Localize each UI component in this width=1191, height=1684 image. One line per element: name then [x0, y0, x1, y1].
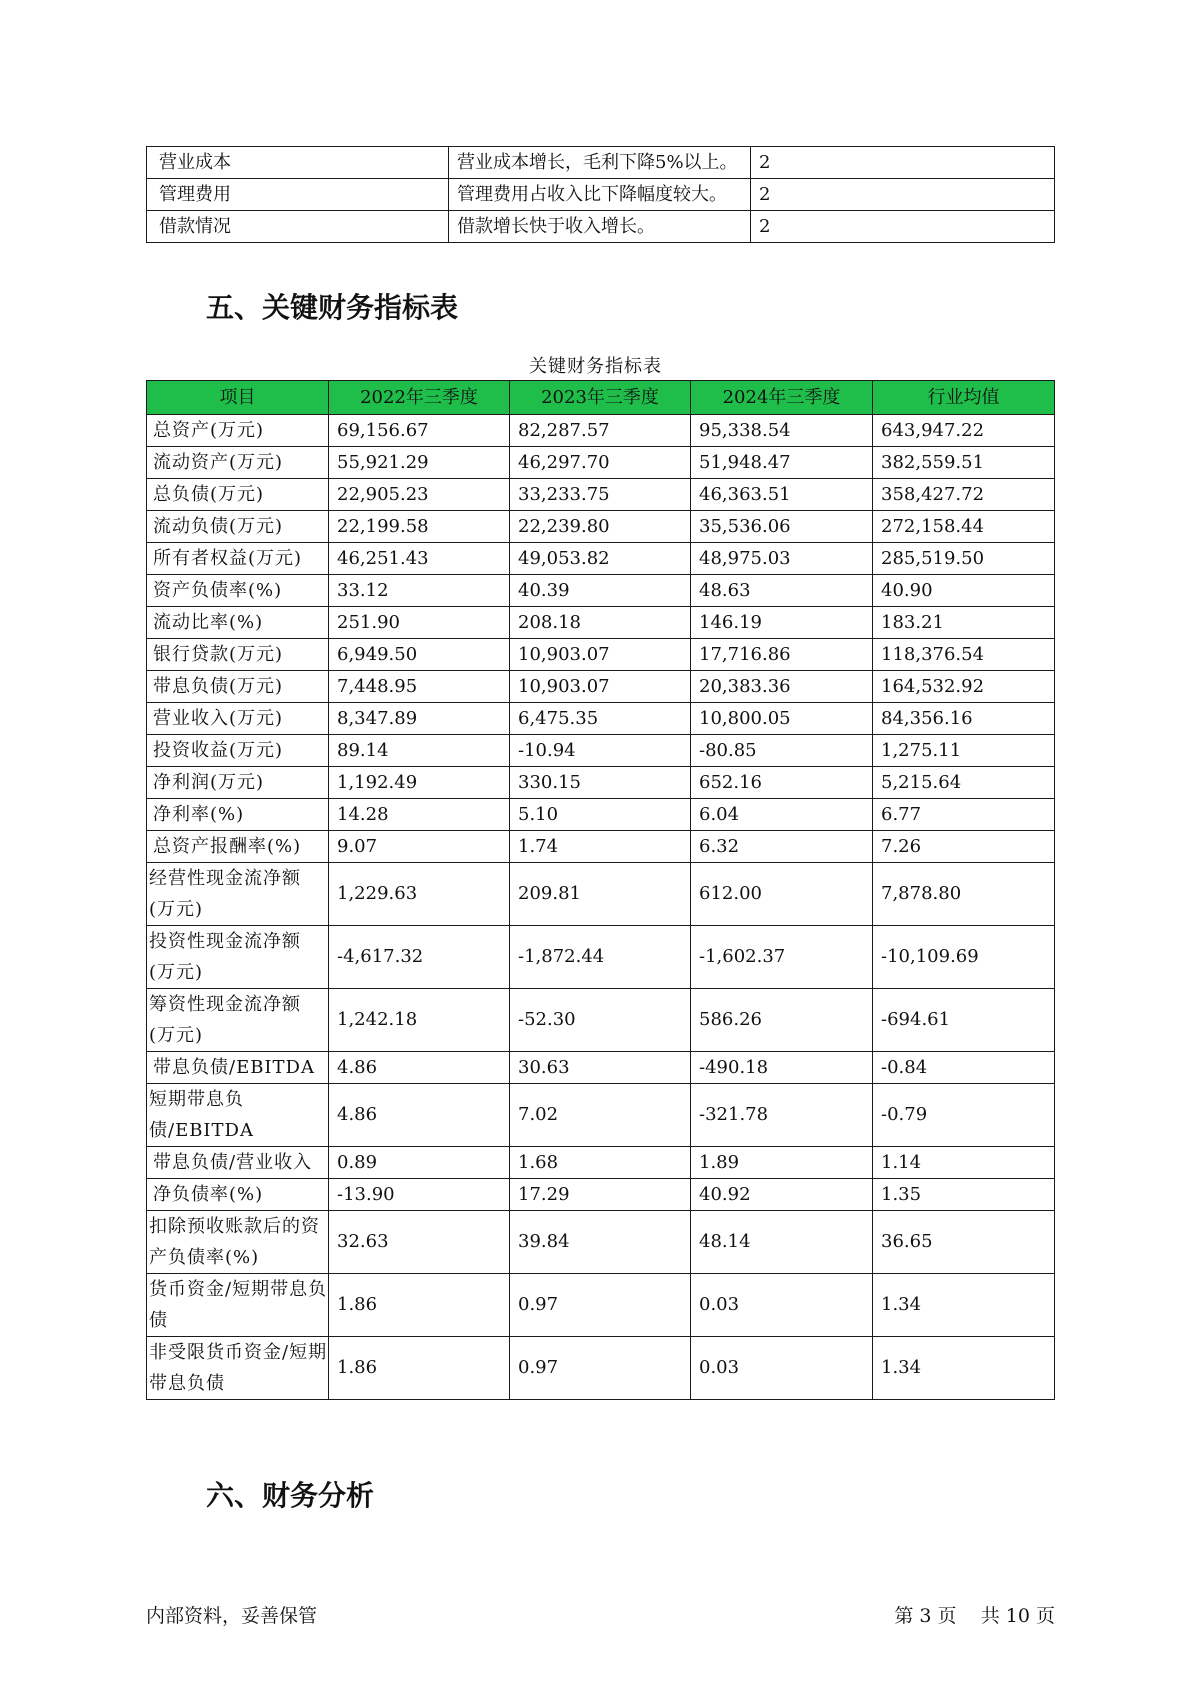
indicator-label-cell: 流动资产(万元)	[147, 447, 329, 479]
indicator-label-cell: 总资产报酬率(%)	[147, 831, 329, 863]
value-cell: -694.61	[873, 989, 1055, 1052]
value-cell: -52.30	[510, 989, 691, 1052]
value-cell: 285,519.50	[873, 543, 1055, 575]
value-cell: 46,297.70	[510, 447, 691, 479]
risk-score-cell: 2	[751, 211, 1055, 243]
value-cell: 1.89	[691, 1147, 873, 1179]
table-row	[147, 863, 1055, 926]
value-cell: 22,905.23	[329, 479, 510, 511]
indicator-label-cell: 带息负债/营业收入	[147, 1147, 329, 1179]
value-cell: 7.02	[510, 1084, 691, 1147]
table-row	[147, 639, 1055, 671]
value-cell: 1.86	[329, 1274, 510, 1337]
value-cell: 1.74	[510, 831, 691, 863]
risk-score-cell: 2	[751, 147, 1055, 179]
risk-description-cell: 借款增长快于收入增长。	[449, 211, 751, 243]
risk-score-cell: 2	[751, 179, 1055, 211]
value-cell: 9.07	[329, 831, 510, 863]
value-cell: 55,921.29	[329, 447, 510, 479]
value-cell: 89.14	[329, 735, 510, 767]
value-cell: 6.04	[691, 799, 873, 831]
table-row	[147, 511, 1055, 543]
value-cell: 10,903.07	[510, 671, 691, 703]
value-cell: 22,199.58	[329, 511, 510, 543]
value-cell: 82,287.57	[510, 415, 691, 447]
value-cell: 586.26	[691, 989, 873, 1052]
value-cell: -0.84	[873, 1052, 1055, 1084]
value-cell: 69,156.67	[329, 415, 510, 447]
table-header-row	[147, 381, 1055, 415]
table-row	[147, 415, 1055, 447]
value-cell: -1,872.44	[510, 926, 691, 989]
value-cell: 382,559.51	[873, 447, 1055, 479]
value-cell: 209.81	[510, 863, 691, 926]
value-cell: 14.28	[329, 799, 510, 831]
value-cell: 48.14	[691, 1211, 873, 1274]
value-cell: 36.65	[873, 1211, 1055, 1274]
column-header: 2024年三季度	[691, 381, 873, 415]
value-cell: 5,215.64	[873, 767, 1055, 799]
indicator-label-cell: 所有者权益(万元)	[147, 543, 329, 575]
table-row	[147, 671, 1055, 703]
value-cell: -4,617.32	[329, 926, 510, 989]
table-row	[147, 1274, 1055, 1337]
value-cell: 330.15	[510, 767, 691, 799]
value-cell: 7.26	[873, 831, 1055, 863]
value-cell: 0.97	[510, 1337, 691, 1400]
table-row	[147, 1211, 1055, 1274]
table-row	[147, 1147, 1055, 1179]
value-cell: 22,239.80	[510, 511, 691, 543]
risk-table-row	[147, 211, 1055, 243]
value-cell: 51,948.47	[691, 447, 873, 479]
value-cell: 118,376.54	[873, 639, 1055, 671]
value-cell: 6,475.35	[510, 703, 691, 735]
value-cell: 32.63	[329, 1211, 510, 1274]
value-cell: 652.16	[691, 767, 873, 799]
value-cell: 30.63	[510, 1052, 691, 1084]
indicator-label-cell: 货币资金/短期带息负债	[147, 1274, 329, 1337]
value-cell: 46,363.51	[691, 479, 873, 511]
value-cell: 6,949.50	[329, 639, 510, 671]
indicator-label-cell: 扣除预收账款后的资产负债率(%)	[147, 1211, 329, 1274]
table-row	[147, 1052, 1055, 1084]
risk-table	[146, 146, 1055, 243]
indicator-label-cell: 投资收益(万元)	[147, 735, 329, 767]
indicator-label-cell: 经营性现金流净额(万元)	[147, 863, 329, 926]
value-cell: 39.84	[510, 1211, 691, 1274]
footer-page-number: 第 3 页	[894, 1605, 957, 1627]
indicator-label-cell: 筹资性现金流净额(万元)	[147, 989, 329, 1052]
value-cell: 1,275.11	[873, 735, 1055, 767]
value-cell: -490.18	[691, 1052, 873, 1084]
value-cell: 1.34	[873, 1337, 1055, 1400]
value-cell: 40.92	[691, 1179, 873, 1211]
column-header: 2023年三季度	[510, 381, 691, 415]
value-cell: 1.68	[510, 1147, 691, 1179]
indicator-label-cell: 总负债(万元)	[147, 479, 329, 511]
value-cell: 0.97	[510, 1274, 691, 1337]
value-cell: 4.86	[329, 1052, 510, 1084]
value-cell: 46,251.43	[329, 543, 510, 575]
indicator-label-cell: 净负债率(%)	[147, 1179, 329, 1211]
key-financial-indicators-table	[146, 380, 1055, 1400]
value-cell: -321.78	[691, 1084, 873, 1147]
value-cell: 643,947.22	[873, 415, 1055, 447]
indicator-label-cell: 总资产(万元)	[147, 415, 329, 447]
risk-item-cell: 管理费用	[147, 179, 449, 211]
value-cell: 1.35	[873, 1179, 1055, 1211]
value-cell: 48.63	[691, 575, 873, 607]
table-row	[147, 479, 1055, 511]
value-cell: 40.39	[510, 575, 691, 607]
risk-table-row	[147, 179, 1055, 211]
value-cell: 4.86	[329, 1084, 510, 1147]
value-cell: 6.32	[691, 831, 873, 863]
table-row	[147, 989, 1055, 1052]
value-cell: 5.10	[510, 799, 691, 831]
value-cell: 358,427.72	[873, 479, 1055, 511]
value-cell: 272,158.44	[873, 511, 1055, 543]
footer-page-info	[894, 1601, 1055, 1628]
indicator-label-cell: 银行贷款(万元)	[147, 639, 329, 671]
value-cell: -10,109.69	[873, 926, 1055, 989]
footer-total-pages: 共 10 页	[980, 1605, 1055, 1627]
value-cell: 8,347.89	[329, 703, 510, 735]
risk-table-row	[147, 147, 1055, 179]
value-cell: 6.77	[873, 799, 1055, 831]
indicator-label-cell: 非受限货币资金/短期带息负债	[147, 1337, 329, 1400]
table-row	[147, 831, 1055, 863]
value-cell: 1,192.49	[329, 767, 510, 799]
footer-confidential-note: 内部资料，妥善保管	[146, 1605, 318, 1627]
table-row	[147, 735, 1055, 767]
table-row	[147, 543, 1055, 575]
value-cell: 1.14	[873, 1147, 1055, 1179]
table-row	[147, 575, 1055, 607]
indicator-label-cell: 资产负债率(%)	[147, 575, 329, 607]
indicator-label-cell: 流动比率(%)	[147, 607, 329, 639]
value-cell: -1,602.37	[691, 926, 873, 989]
risk-description-cell: 管理费用占收入比下降幅度较大。	[449, 179, 751, 211]
value-cell: 183.21	[873, 607, 1055, 639]
value-cell: 40.90	[873, 575, 1055, 607]
value-cell: 84,356.16	[873, 703, 1055, 735]
table-row	[147, 1084, 1055, 1147]
value-cell: 17,716.86	[691, 639, 873, 671]
value-cell: 146.19	[691, 607, 873, 639]
indicator-label-cell: 净利润(万元)	[147, 767, 329, 799]
indicator-label-cell: 投资性现金流净额(万元)	[147, 926, 329, 989]
value-cell: 1.86	[329, 1337, 510, 1400]
value-cell: 7,878.80	[873, 863, 1055, 926]
indicator-label-cell: 短期带息负债/EBITDA	[147, 1084, 329, 1147]
table-caption: 关键财务指标表	[529, 356, 662, 377]
table-row	[147, 607, 1055, 639]
value-cell: -10.94	[510, 735, 691, 767]
value-cell: 0.89	[329, 1147, 510, 1179]
table-row	[147, 767, 1055, 799]
indicator-label-cell: 净利率(%)	[147, 799, 329, 831]
section-heading-5: 五、关键财务指标表	[206, 291, 459, 324]
value-cell: 1,229.63	[329, 863, 510, 926]
value-cell: 95,338.54	[691, 415, 873, 447]
value-cell: 33.12	[329, 575, 510, 607]
table-row	[147, 926, 1055, 989]
value-cell: 49,053.82	[510, 543, 691, 575]
value-cell: 35,536.06	[691, 511, 873, 543]
column-header: 2022年三季度	[329, 381, 510, 415]
value-cell: -0.79	[873, 1084, 1055, 1147]
value-cell: 1,242.18	[329, 989, 510, 1052]
risk-description-cell: 营业成本增长，毛利下降5%以上。	[449, 147, 751, 179]
value-cell: 33,233.75	[510, 479, 691, 511]
table-row	[147, 799, 1055, 831]
value-cell: -80.85	[691, 735, 873, 767]
value-cell: 10,800.05	[691, 703, 873, 735]
value-cell: 612.00	[691, 863, 873, 926]
value-cell: -13.90	[329, 1179, 510, 1211]
value-cell: 1.34	[873, 1274, 1055, 1337]
value-cell: 0.03	[691, 1274, 873, 1337]
column-header: 项目	[147, 381, 329, 415]
section-heading-6: 六、财务分析	[206, 1479, 375, 1512]
value-cell: 251.90	[329, 607, 510, 639]
value-cell: 10,903.07	[510, 639, 691, 671]
risk-item-cell: 营业成本	[147, 147, 449, 179]
table-row	[147, 1337, 1055, 1400]
indicator-label-cell: 带息负债/EBITDA	[147, 1052, 329, 1084]
column-header: 行业均值	[873, 381, 1055, 415]
value-cell: 48,975.03	[691, 543, 873, 575]
table-row	[147, 447, 1055, 479]
table-row	[147, 703, 1055, 735]
indicator-label-cell: 流动负债(万元)	[147, 511, 329, 543]
value-cell: 164,532.92	[873, 671, 1055, 703]
value-cell: 17.29	[510, 1179, 691, 1211]
value-cell: 0.03	[691, 1337, 873, 1400]
indicator-label-cell: 营业收入(万元)	[147, 703, 329, 735]
indicator-label-cell: 带息负债(万元)	[147, 671, 329, 703]
value-cell: 208.18	[510, 607, 691, 639]
risk-item-cell: 借款情况	[147, 211, 449, 243]
value-cell: 20,383.36	[691, 671, 873, 703]
value-cell: 7,448.95	[329, 671, 510, 703]
table-row	[147, 1179, 1055, 1211]
